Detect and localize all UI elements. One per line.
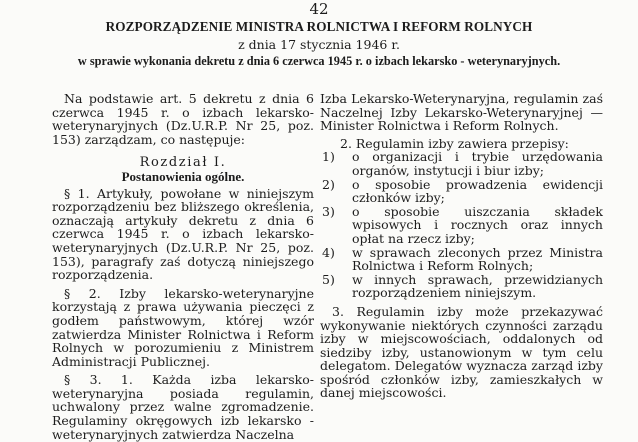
right-intro-paragraph: Izba Lekarsko-Weterynaryjna, regulamin zaś Naczelnej Izby Lekarsko-Weterynaryjnej — Minister Rolnictwa i Reform Rolnych. [320, 91, 603, 134]
regulation-subject: w sprawie wykonania dekretu z dnia 6 czerwca 1945 r. o izbach lekarsko - weterynaryjnych. [77, 54, 561, 68]
chapter-title: Postanowienia ogólne. [121, 168, 245, 184]
point-3-paragraph: 3. Regulamin izby może przekazywać wykonywanie niektórych czynności zarządu izby w miejscowościach, oddalonych od siedziby izby, ustanowionym w tym celu delegatom. Delegatów wyznacza zarząd izby spośród członków izby, zamieszkałych w danej miejscowości. [320, 303, 603, 401]
list-item-text: w sprawach zleconych przez Ministra Rolnictwa i Reform Rolnych; [352, 244, 603, 274]
section-2-paragraph: § 2. Izby lekarsko-weterynaryjne korzystają z prawa używania pieczęci z godłem państwowym, której wzór zatwierdza Minister Rolnictwa i Reform Rolnych w porozumieniu z Ministrem Administracji Publicznej. [52, 285, 314, 369]
provisions-list [320, 150, 603, 300]
page-number: 42 [309, 0, 329, 18]
section-1-paragraph: § 1. Artykuły, powołane w niniejszym rozporządzeniu bez bliższego określenia, oznaczają artykuły dekretu z dnia 6 czerwca 1945 r. o izbach lekarsko-weterynaryjnych (Dz.U.R.P. Nr 25, poz. 153), paragrafy zaś dotyczą niniejszego rozporządzenia. [52, 185, 314, 283]
regulation-date: z dnia 17 stycznia 1946 r. [238, 37, 400, 52]
list-item-number: 4) [322, 244, 335, 260]
left-column [52, 92, 314, 441]
list-item [320, 178, 603, 205]
section-3-paragraph: § 3. 1. Każda izba lekarsko-weterynaryjna posiada regulamin, uchwalony przez walne zgromadzenie. Regulaminy okręgowych izb lekarsko - weterynaryjnych zatwierdza Naczelna [52, 372, 314, 442]
regulation-title: ROZPORZĄDZENIE MINISTRA ROLNICTWA I REFORM ROLNYCH [105, 19, 533, 34]
list-item-text: o sposobie prowadzenia ewidencji członków izby; [352, 176, 603, 206]
list-item-number: 1) [322, 149, 335, 165]
chapter-heading: Rozdział I. [139, 155, 227, 171]
list-item [320, 205, 603, 246]
right-column [320, 92, 603, 400]
point-2-heading: 2. Regulamin izby zawiera przepisy: [340, 135, 569, 151]
list-item-text: o sposobie uiszczania składek wpisowych i rocznych oraz innych opłat na rzecz izby; [352, 203, 603, 246]
list-item-text: w innych sprawach, przewidzianych rozporządzeniem niniejszym. [352, 271, 603, 301]
list-item [320, 246, 603, 273]
list-item [320, 150, 603, 177]
list-item [320, 273, 603, 300]
intro-paragraph: Na podstawie art. 5 dekretu z dnia 6 czerwca 1945 r. o izbach lekarsko-weterynaryjnych (Dz.U.R.P. Nr 25, poz. 153) zarządzam, co następuje: [52, 91, 314, 147]
list-item-number: 3) [322, 203, 335, 219]
list-item-number: 5) [322, 271, 335, 287]
list-item-number: 2) [322, 176, 335, 192]
list-item-text: o organizacji i trybie urzędowania organów, instytucji i biur izby; [352, 149, 603, 178]
